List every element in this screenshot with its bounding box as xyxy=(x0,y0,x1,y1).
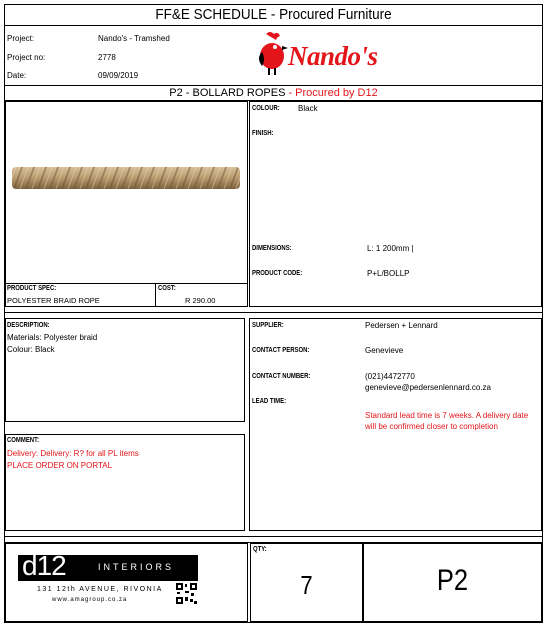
date-label: Date: xyxy=(7,71,27,80)
qty-label: QTY: xyxy=(253,546,267,553)
item-code: P2 xyxy=(436,564,469,597)
d12-logo-mark: d12 xyxy=(22,550,66,581)
project-value: Nando's - Tramshed xyxy=(98,34,170,43)
date-value: 09/09/2019 xyxy=(98,71,139,80)
divider xyxy=(5,283,248,284)
procured-by: - Procured by D12 xyxy=(285,87,378,99)
product-spec-label: PRODUCT SPEC: xyxy=(7,285,57,292)
dimensions-value: L: 1 200mm | xyxy=(367,244,414,253)
divider xyxy=(4,312,543,313)
lead-time-line: will be confirmed closer to completion xyxy=(365,422,498,431)
qr-code-icon xyxy=(176,583,197,604)
contact-person-value: Genevieve xyxy=(365,346,404,355)
rope-image xyxy=(12,162,240,194)
divider xyxy=(4,536,543,537)
product-spec-value: POLYESTER BRAID ROPE xyxy=(7,296,100,305)
divider xyxy=(4,25,543,26)
product-code-label: PRODUCT CODE: xyxy=(252,270,303,277)
description-line: Materials: Polyester braid xyxy=(7,333,98,342)
dimensions-label: DIMENSIONS: xyxy=(252,245,292,252)
contact-number-label: CONTACT NUMBER: xyxy=(252,373,311,380)
project-label: Project: xyxy=(7,34,35,43)
contact-number-value: (021)4472770 xyxy=(365,372,415,381)
email-value: genevieve@pedersenlennard.co.za xyxy=(365,383,491,392)
lead-time-line: Standard lead time is 7 weeks. A delivery date xyxy=(365,411,529,420)
divider xyxy=(4,85,543,86)
colour-label: COLOUR: xyxy=(252,105,280,112)
product-image-panel xyxy=(5,101,248,307)
item-code-title: P2 - BOLLARD ROPES xyxy=(169,87,286,99)
finish-label: FINISH: xyxy=(252,130,274,137)
supplier-value: Pedersen + Lennard xyxy=(365,321,438,330)
comment-label: COMMENT: xyxy=(7,437,40,444)
d12-address: 131 12th AVENUE, RIVONIA xyxy=(37,586,163,593)
cost-value: R 290.00 xyxy=(185,296,216,305)
comment-line: Delivery: Delivery: R? for all PL items xyxy=(7,449,139,458)
comment-line: PLACE ORDER ON PORTAL xyxy=(7,461,113,470)
project-no-value: 2778 xyxy=(98,53,116,62)
description-label: DESCRIPTION: xyxy=(7,322,50,329)
colour-value: Black xyxy=(298,104,318,113)
supplier-label: SUPPLIER: xyxy=(252,322,284,329)
product-code-value: P+L/BOLLP xyxy=(367,269,410,278)
item-header xyxy=(4,87,543,99)
d12-website: www.amagroup.co.za xyxy=(52,597,128,603)
contact-person-label: CONTACT PERSON: xyxy=(252,347,310,354)
description-line: Colour: Black xyxy=(7,345,55,354)
project-no-label: Project no: xyxy=(7,53,46,62)
d12-logo-word: INTERIORS xyxy=(98,562,175,572)
nandos-logo-text: Nando's xyxy=(288,41,378,71)
nandos-rooster-icon xyxy=(254,30,290,76)
page-title: FF&E SCHEDULE - Procured Furniture xyxy=(155,6,392,23)
cost-label: COST: xyxy=(158,285,176,292)
lead-time-label: LEAD TIME: xyxy=(252,398,287,405)
divider xyxy=(155,283,156,307)
qty-value: 7 xyxy=(300,570,313,600)
